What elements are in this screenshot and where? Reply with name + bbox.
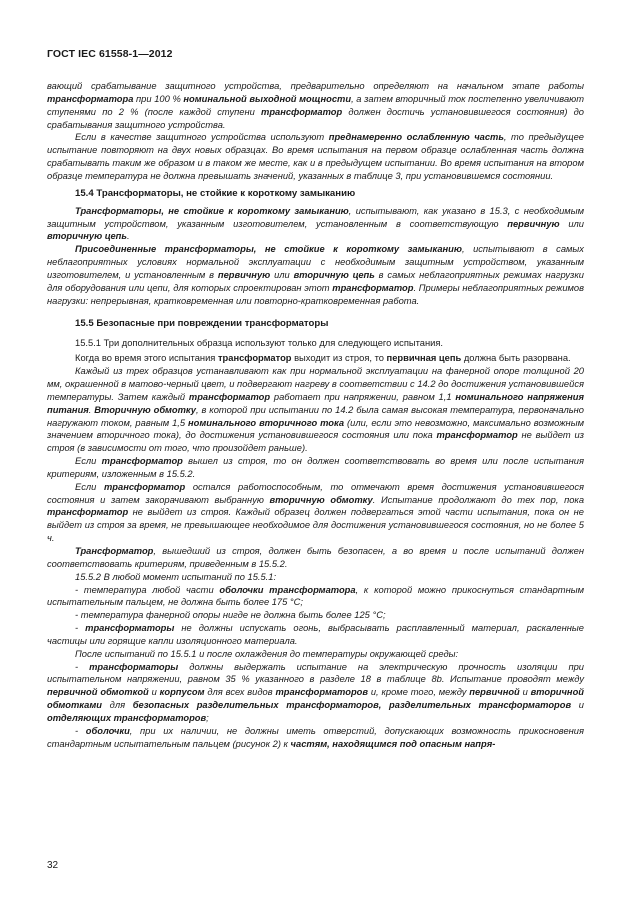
body-paragraph: [47, 609, 584, 622]
term-bold: Присоединенные трансформаторы, не стойкие к короткому замыканию: [75, 244, 462, 255]
text-run: , в которой при испытании по 14.2 была самая высокая температура, первоначально нагружают током, равным 1,5: [47, 404, 584, 428]
text-run: вышел из строя, то он должен соответствовать во время или после испытания критериям, изложенным в 15.5.2.: [47, 456, 584, 479]
text-run: и: [571, 700, 584, 711]
text-run: , к которой можно прикоснуться стандартным испытательным пальцем, не должна быть более 175 °С;: [47, 584, 585, 608]
term-bold: трансформатор: [332, 282, 414, 293]
term-bold: вторичную цепь: [293, 269, 375, 280]
term-bold: корпусом: [159, 687, 205, 698]
term-bold: трансформатор: [104, 481, 186, 492]
text-run: для всех видов: [204, 687, 276, 698]
body-paragraph: [47, 80, 584, 131]
body-paragraph: [47, 131, 584, 182]
section-heading: 15.5 Безопасные при повреждении трансформаторы: [75, 317, 329, 329]
text-run: . Примеры неблагоприятных режимов нагрузки: непрерывная, кратковременная или повторно-кратковременная работа.: [47, 282, 584, 306]
term-bold: номинального напряжения питания: [47, 391, 584, 415]
text-run: выходит из строя, то: [291, 353, 387, 364]
term-bold: вторичной обмотками: [47, 687, 584, 711]
text-run: , испытывают в самых неблагоприятных условиях нормальной эксплуатации с необходимым защитным устройством, указанным изготовителем, и установленным в: [47, 244, 584, 280]
body-paragraph: [47, 481, 584, 545]
text-run: , при их наличии, не должны иметь отверстий, допускающих возможность прикосновения стандартным испытательным пальцем (рисунок 2) к: [47, 725, 584, 749]
term-bold: оболочки трансформатора: [219, 584, 356, 595]
text-run: не должны испускать огонь, выбрасывать расплавленный материал, раскаленные частицы или горящие капли изоляционного материала.: [47, 623, 584, 646]
term-bold: первичной обмоткой: [47, 687, 149, 698]
body-paragraph: [47, 622, 584, 648]
text-run: не выйдет из строя. Каждый образец должен подвергаться этой части испытания, пока он не выйдет из строя за время, не превышающее необходимое для достижения установившегося состояния, но не более 5 ч.: [47, 507, 584, 544]
standard-header: ГОСТ IEC 61558-1—2012: [47, 48, 173, 60]
body-paragraph: [47, 352, 584, 365]
body-paragraph: [47, 205, 584, 244]
term-bold: трансформаторов: [275, 687, 369, 698]
body-paragraph: [47, 243, 584, 307]
section-heading: 15.4 Трансформаторы, не стойкие к короткому замыканию: [75, 187, 356, 199]
term-bold: преднамеренно ослабленную часть: [328, 132, 504, 143]
text-run: работает при напряжении, равном 1,1: [270, 391, 456, 402]
term-bold: трансформатор: [436, 430, 518, 441]
body-paragraph: [47, 337, 584, 350]
page-number: 32: [47, 860, 59, 871]
text-run: при 100 %: [133, 93, 184, 104]
term-bold: номинальной выходной мощности: [183, 93, 352, 104]
document-body: [47, 80, 584, 751]
term-bold: трансформатор: [217, 353, 292, 364]
text-run: должен достичь установившегося состояния) до срабатывания защитного устройства.: [47, 106, 584, 130]
term-bold: первичная цепь: [386, 353, 462, 364]
text-run: должна быть разорвана.: [461, 353, 571, 364]
body-paragraph: [47, 584, 584, 610]
term-bold: вторичную обмотку: [269, 494, 373, 505]
text-run: Каждый из трех образцов устанавливают как при нормальной эксплуатации на фанерной опоре толщиной 20 мм, окрашенной в матово-черный цвет, и подвергают нагреву в соответствии с 14.2 до достижения установившейся температуры. Затем каждый: [47, 366, 584, 402]
body-paragraph: [47, 571, 584, 584]
term-bold: трансформаторы: [89, 661, 179, 672]
text-run: -: [75, 661, 90, 672]
term-bold: трансформатор: [188, 391, 271, 402]
text-run: остался работоспособным, то отмечают время достижения установившегося состояния и затем закорачивают выбранную: [47, 481, 585, 505]
text-run: и, кроме того, между: [368, 687, 470, 698]
term-bold: безопасных разделительных трансформаторов, разделительных трансформаторов: [132, 700, 572, 711]
text-run: .: [88, 404, 95, 415]
text-run: ;: [206, 712, 209, 723]
term-bold: первичной: [469, 687, 520, 698]
text-run: в самых неблагоприятных режимах нагрузки для оборудования или цепи, для которых спроектирован этот: [47, 269, 584, 293]
text-run: , вышедший из строя, должен быть безопасен, а во время и после испытаний должен соответствовать критериям, приведенным в 15.5.2.: [47, 546, 584, 569]
text-run: и: [519, 687, 531, 698]
term-bold: Трансформатор: [75, 546, 154, 556]
body-paragraph: [47, 455, 584, 481]
text-run: или: [270, 269, 294, 280]
term-bold: частям, находящимся под опасным напря-: [290, 738, 496, 749]
body-paragraph: [47, 648, 584, 661]
term-bold: трансформатор: [47, 507, 129, 518]
text-run: - температура фанерной опоры нигде не должна быть более 125 °С;: [75, 610, 386, 621]
term-bold: оболочки: [85, 725, 130, 736]
text-run: - температура любой части: [75, 584, 220, 595]
text-run: для: [101, 700, 133, 711]
text-run: или: [559, 218, 584, 229]
body-paragraph: [47, 365, 584, 455]
term-bold: Вторичную обмотку: [94, 404, 196, 415]
text-run: (или, если это невозможно, максимально возможным значением вторичного тока), до достижения установившегося состояния или пока: [47, 417, 584, 441]
text-run: не выйдет из строя (в зависимости от того, что произойдет раньше).: [47, 430, 585, 454]
text-run: вающий срабатывание защитного устройства, предварительно определяют на начальном этапе работы: [47, 81, 584, 91]
body-paragraph: [47, 661, 584, 725]
text-run: -: [75, 725, 86, 736]
text-run: Когда во время этого испытания: [75, 353, 218, 364]
term-bold: трансформаторы: [85, 623, 175, 634]
term-bold: трансформатор: [101, 456, 183, 467]
text-run: Если: [75, 456, 102, 467]
body-paragraph: [47, 725, 584, 751]
text-run: . Испытание продолжают до тех пор, пока: [372, 494, 585, 505]
text-run: и: [148, 687, 160, 698]
text-run: , то предыдущее испытание повторяют на двух новых образцах. Во время испытания на первом образце ослабленная часть должна срабатывать таким же образом и в таком же месте, как и в предыдущем испытании. Во время испытания на втором образце температура не должна превышать значений, указанных в таблице 3, при установившемся состоянии.: [47, 132, 584, 181]
text-run: Если в качестве защитного устройства используют: [75, 132, 329, 143]
text-run: должны выдержать испытание на электрическую прочность изоляции при испытательном напряжении, равном 35 % указанного в разделе 18 в таблице 8b. Испытание проводят между: [47, 661, 584, 685]
term-bold: первичную: [217, 269, 271, 280]
term-bold: отделяющих трансформаторов: [47, 712, 207, 723]
term-bold: первичную: [507, 218, 560, 229]
term-bold: трансформатор: [261, 106, 343, 117]
text-run: , испытывают, как указано в 15.3, с необходимым защитным устройством, указанным изготовителем, установленным в соответствующую: [47, 205, 584, 229]
text-run: , а затем вторичный ток постепенно увеличивают ступенями по 2 % (после каждой ступени: [47, 93, 584, 117]
text-run: Если: [75, 481, 104, 492]
term-bold: номинального вторичного тока: [188, 417, 345, 428]
text-run: После испытаний по 15.5.1 и после охлаждения до температуры окружающей среды:: [75, 648, 459, 659]
term-bold: трансформатора: [47, 93, 134, 104]
text-run: .: [126, 231, 130, 242]
term-bold: вторичную цепь: [47, 231, 127, 242]
text-run: -: [75, 623, 86, 634]
text-run: 15.5.2 В любой момент испытаний по 15.5.1:: [75, 571, 277, 582]
body-paragraph: [47, 545, 584, 571]
text-run: 15.5.1 Три дополнительных образца используют только для следующего испытания.: [75, 337, 444, 348]
term-bold: Трансформаторы, не стойкие к короткому замыканию: [75, 205, 349, 216]
